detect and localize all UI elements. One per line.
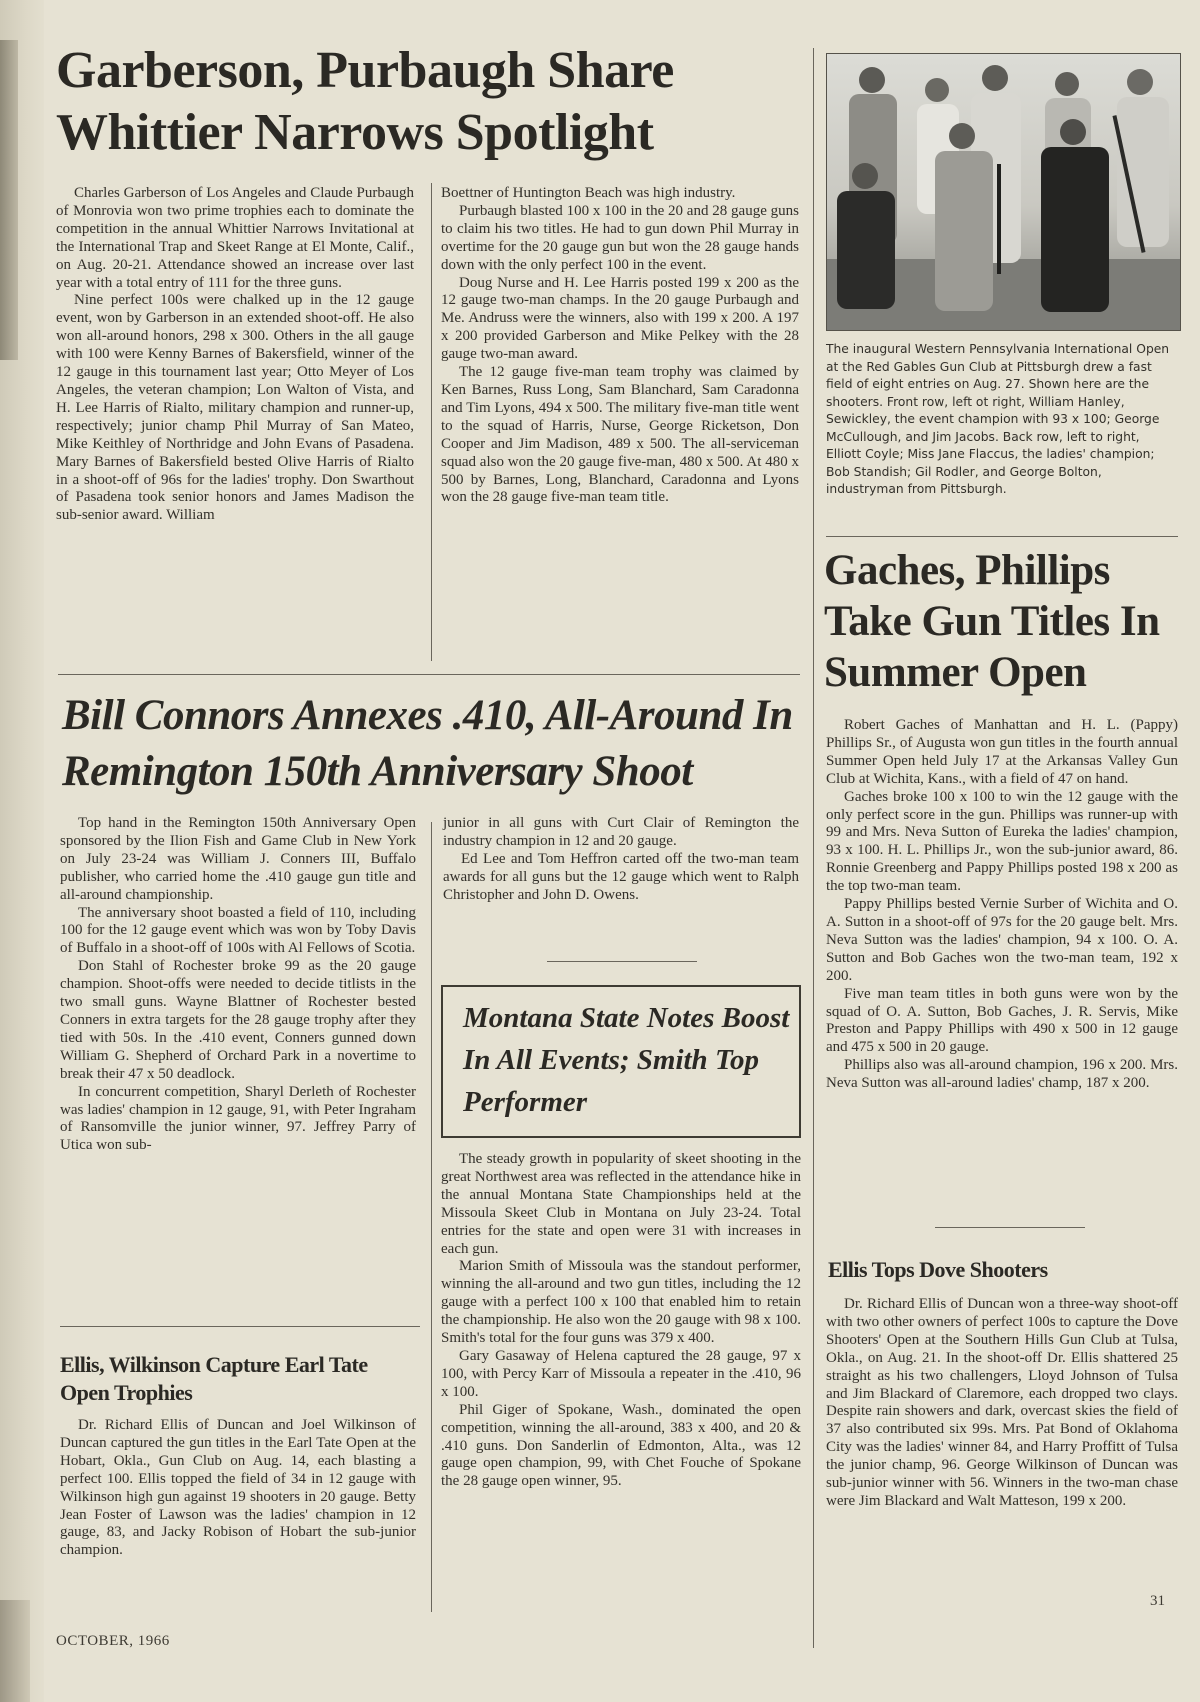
- paragraph: The 12 gauge five-man team trophy was claimed by Ken Barnes, Russ Long, Sam Blanchard, Sam Caradonna and Tim Lyons, 494 x 500. The military five-man title went to the squad of Harris, Nurse, George Ricketson, Don Cooper and Jim Madison, 489 x 500. The all-serviceman squad also won the 20 gauge five-man, 480 x 500. At 480 x 500 by Barnes, Long, Blanchard, Caradonna and Lyons won the 28 gauge five-man team title.: [441, 364, 799, 506]
- column-rule: [431, 822, 432, 1612]
- paragraph: Dr. Richard Ellis of Duncan and Joel Wilkinson of Duncan captured the gun titles in the Earl Tate Open at the Hobart, Okla., Gun Club on Aug. 14, each blasting a perfect 100. Ellis topped the field of 34 in 12 gauge with Wilkinson high gun against 19 shooters in 20 gauge. Betty Jean Foster of Lawson was the ladies' champion in 12 gauge, 83, and Jacky Robison of Hobart the sub-junior champion.: [60, 1417, 416, 1559]
- section-divider: [58, 674, 800, 675]
- connors-headline: Bill Connors Annexes .410, All-Around In Remington 150th Anniversary Shoot: [62, 692, 793, 795]
- photo-illustration: [827, 54, 1180, 330]
- connors-column-2: [443, 815, 799, 905]
- previous-page-edge: [0, 40, 18, 360]
- paragraph: Don Stahl of Rochester broke 99 as the 20 gauge champion. Shoot-offs were needed to decide titlists in the two small guns. Wayne Blattner of Rochester bested Conners in extra targets for the 28 gauge trophy after they tied with 50s. In the .410 event, Conners gunned down William G. Shepherd of Orchard Park in a novertime to break their 47 x 50 deadlock.: [60, 958, 416, 1082]
- photo-caption: The inaugural Western Pennsylvania International Open at the Red Gables Gun Club at Pittsburgh drew a fast field of eight entries on Aug. 27. Shown here are the shooters. Front row, left ot right, William Hanley, Sewickley, the event champion with 93 x 100; George McCullough, and Jim Jacobs. Back row, left to right, Elliott Coyle; Miss Jane Flaccus, the ladies' champion; Bob Standish; Gil Rodler, and George Bolton, industryman from Pittsburgh.: [826, 342, 1170, 496]
- montana-headline: Montana State Notes Boost In All Events; Smith Top Performer: [463, 1002, 790, 1118]
- paragraph: Marion Smith of Missoula was the standout performer, winning the all-around and two gun titles, including the 12 gauge with a perfect 100 x 100 that enabled him to retain the championship. He also won the 20 gauge with 98 x 100. Smith's total for the four guns was 379 x 400.: [441, 1258, 801, 1347]
- ellis-wilkinson-headline: Ellis, Wilkinson Capture Earl Tate Open Trophies: [60, 1352, 368, 1405]
- shooters-group-photo: [826, 53, 1181, 331]
- paragraph: Charles Garberson of Los Angeles and Claude Purbaugh of Monrovia won two prime trophies each to dominate the competition in the annual Whittier Narrows Invitational at the International Trap and Skeet Range at El Monte, Calif., on Aug. 20-21. Attendance showed an increase over last year with a total entry of 111 for the three guns.: [56, 185, 414, 291]
- issue-date: OCTOBER, 1966: [56, 1633, 170, 1649]
- paragraph: Gary Gasaway of Helena captured the 28 gauge, 97 x 100, with Percy Karr of Missoula a repeater in the .410, 96 x 100.: [441, 1347, 801, 1400]
- short-divider: [547, 961, 697, 962]
- gaches-headline: Gaches, Phillips Take Gun Titles In Summer Open: [824, 547, 1160, 696]
- garberson-column-1: [56, 185, 414, 525]
- page-number: 31: [1150, 1593, 1165, 1609]
- paragraph: Phil Giger of Spokane, Wash., dominated the open competition, winning the all-around, 383 x 400, and 20 & .410 guns. Don Sanderlin of Edmonton, Alta., was 12 gauge open champion, 99, with Chet Fouche of Spokane the 28 gauge open winner, 95.: [441, 1401, 801, 1490]
- dove-body: [826, 1296, 1178, 1511]
- paragraph: Nine perfect 100s were chalked up in the 12 gauge event, won by Garberson in an extended shoot-off. He also won all-around honors, 298 x 300. Others in the all gauge with 100 were Kenny Barnes of Bakersfield, winner of the 12 gauge in this tournament last year; Otto Meyer of Los Angeles, the veteran champion; Lon Walton of Vista, and H. Lee Harris of Rialto, military champion and runner-up, respectively; junior champ Phil Murray of San Mateo, Mike Keithley of Northridge and John Evans of Pasadena. Mary Barnes of Bakersfield bested Olive Harris of Rialto in a shoot-off of 96s for the ladies' trophy. Don Swarthout of Pasadena took senior honors and James Madison the sub-senior award. William: [56, 292, 414, 524]
- paragraph: Pappy Phillips bested Vernie Surber of Wichita and O. A. Sutton in a shoot-off of 97s for the 20 gauge belt. Mrs. Neva Sutton was the ladies' champion, 94 x 100. O. A. Sutton and Bob Gaches won the two-man team, 192 x 200.: [826, 896, 1178, 984]
- connors-column-1: [60, 815, 416, 1155]
- gaches-body: [826, 717, 1178, 1093]
- montana-body: [441, 1151, 801, 1491]
- column-rule: [813, 48, 814, 1648]
- paragraph: Five man team titles in both guns were won by the squad of O. A. Sutton, Bob Gaches, J. R. Servis, Mike Preston and Pappy Phillips with 490 x 500 in 12 gauge and 475 x 500 in 20 gauge.: [826, 985, 1178, 1056]
- paragraph: Purbaugh blasted 100 x 100 in the 20 and 28 gauge guns to claim his two titles. He had to gun down Phil Murray in overtime for the 20 gauge gun but won the 28 gauge hands down with the only perfect 100 in the event.: [441, 202, 799, 273]
- ellis-wilkinson-body: [60, 1417, 416, 1560]
- paragraph: Top hand in the Remington 150th Anniversary Open sponsored by the Ilion Fish and Game Club in New York on July 23-24 was William J. Conners III, Buffalo publisher, who carried home the .410 gauge gun title and all-around championship.: [60, 815, 416, 903]
- paragraph: The anniversary shoot boasted a field of 110, including 100 for the 12 gauge event which was won by Toby Davis of Buffalo in a shoot-off of 100s with Al Fellows of Scotia.: [60, 904, 416, 957]
- column-rule: [431, 183, 432, 661]
- paragraph: Phillips also was all-around champion, 196 x 200. Mrs. Neva Sutton was all-around ladies' champ, 187 x 200.: [826, 1057, 1178, 1092]
- paragraph: Ed Lee and Tom Heffron carted off the two-man team awards for all guns but the 12 gauge which went to Ralph Christopher and John D. Owens.: [443, 850, 799, 903]
- garberson-headline: Garberson, Purbaugh Share Whittier Narrows Spotlight: [56, 42, 674, 161]
- paragraph: junior in all guns with Curt Clair of Remington the industry champion in 12 and 20 gauge.: [443, 815, 799, 849]
- paragraph: Dr. Richard Ellis of Duncan won a three-way shoot-off with two other owners of perfect 100s to capture the Dove Shooters' Open at the Southern Hills Gun Club at Tulsa, Okla., on Aug. 21. In the shoot-off Dr. Ellis shattered 25 straight as his two challengers, Lloyd Johnson of Tulsa and Jim Blackard of Claremore, each dropped two clays. Despite rain showers and dark, overcast skies the field of 37 also contributed six 99s. Mrs. Pat Bond of Oklahoma City was the ladies' winner 84, and Harry Proffitt of Tulsa the junior champ, 96. George Wilkinson of Duncan was sub-junior winner with 56. Winners in the two-man chase were Jim Blackard and Walt Matteson, 199 x 200.: [826, 1296, 1178, 1509]
- garberson-column-2: [441, 185, 799, 507]
- paragraph: The steady growth in popularity of skeet shooting in the great Northwest area was reflected in the attendance hike in the annual Montana State Championships held at the Missoula Skeet Club in Montana on July 23-24. Total entries for the state and open were 31 with increases in each gun.: [441, 1151, 801, 1257]
- paragraph: In concurrent competition, Sharyl Derleth of Rochester was ladies' champion in 12 gauge, 91, with Peter Ingraham of Ransomville the junior winner, 97. Jeffrey Parry of Utica won sub-: [60, 1083, 416, 1154]
- paragraph: Robert Gaches of Manhattan and H. L. (Pappy) Phillips Sr., of Augusta won gun titles in the fourth annual Summer Open held July 17 at the Arkansas Valley Gun Club at Wichita, Kans., with a field of 47 on hand.: [826, 717, 1178, 787]
- montana-headline-box: [441, 985, 801, 1138]
- previous-page-edge-bottom: [0, 1600, 30, 1702]
- short-divider: [935, 1227, 1085, 1228]
- section-divider: [60, 1326, 420, 1327]
- dove-headline: Ellis Tops Dove Shooters: [828, 1257, 1048, 1282]
- paragraph: Doug Nurse and H. Lee Harris posted 199 x 200 as the 12 gauge two-man champs. In the 20 gauge Purbaugh and Me. Andruss were the winners, also with 199 x 200. A 197 x 200 provided Garberson and Mike Pelkey with the 28 gauge two-man award.: [441, 274, 799, 363]
- section-divider: [826, 536, 1178, 537]
- paragraph: Boettner of Huntington Beach was high industry.: [441, 185, 736, 201]
- paragraph: Gaches broke 100 x 100 to win the 12 gauge with the only perfect score in the gun. Phillips was runner-up with 99 and Mrs. Neva Sutton of Eureka the ladies' champion, 93 x 100. H. L. Phillips Jr., won the sub-junior award, 86. Ronnie Greenberg and Pappy Phillips posted 198 x 200 as the top two-man team.: [826, 788, 1178, 895]
